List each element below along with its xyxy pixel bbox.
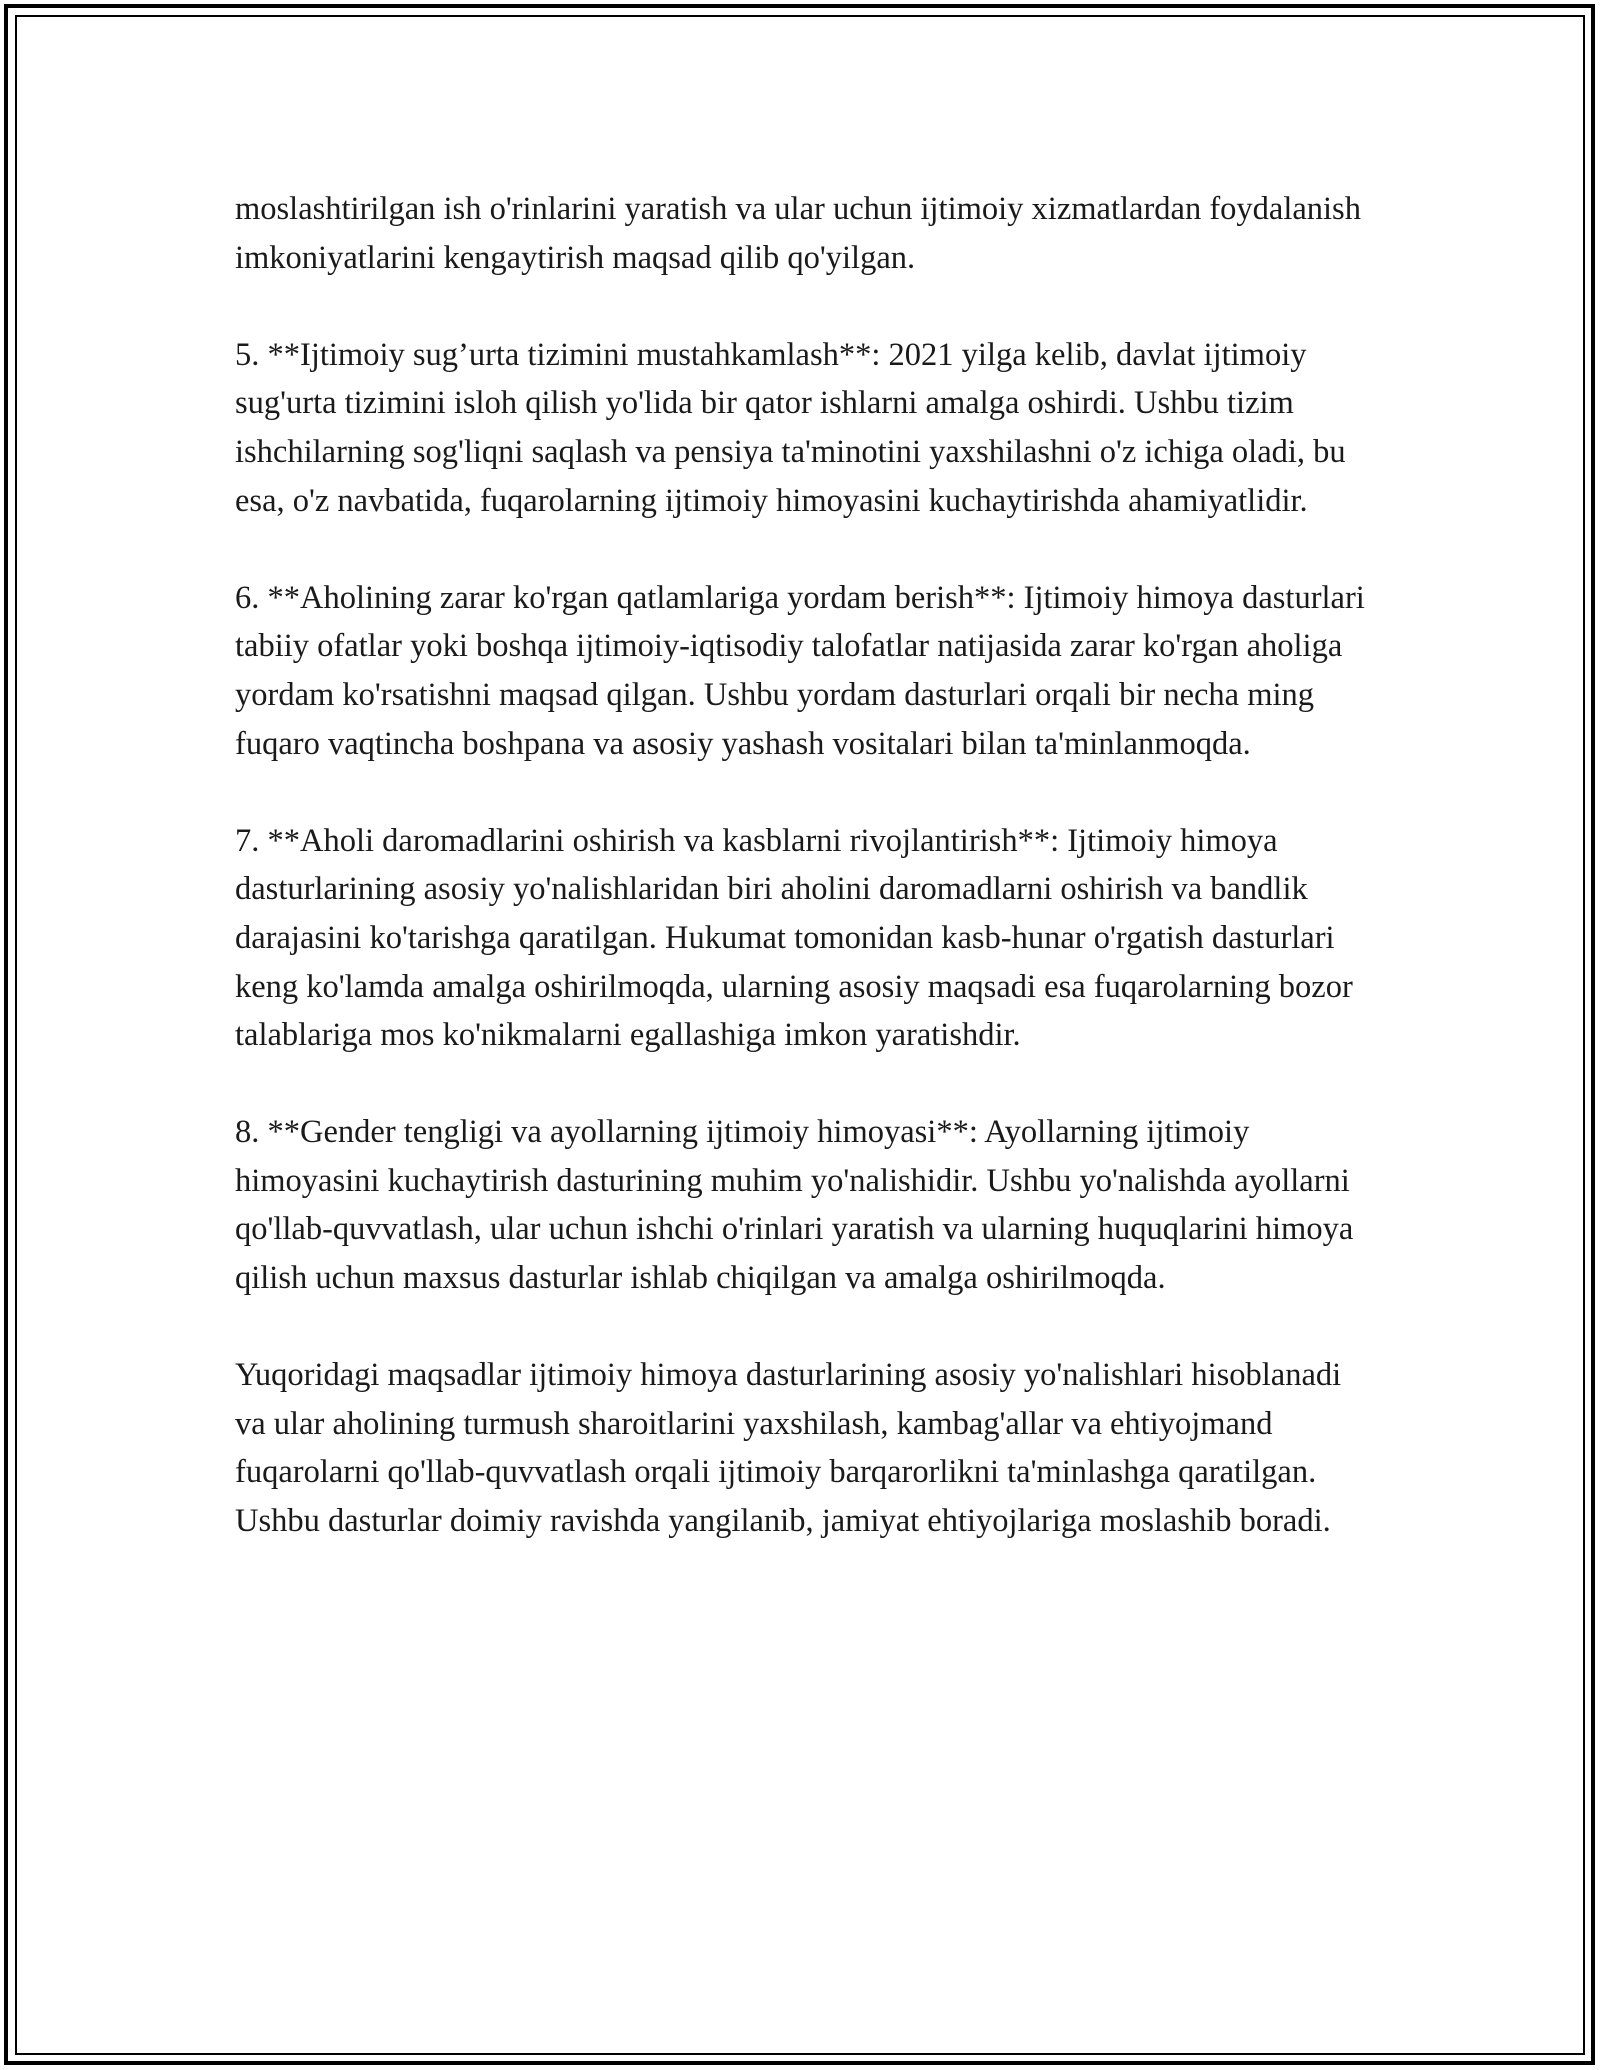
paragraph-item-6: 6. **Aholining zarar ko'rgan qatlamlariga yordam berish**: Ijtimoiy himoya dasturlari tabiiy ofatlar yoki boshqa ijtimoiy-iqtisodiy talofatlar natijasida zarar ko'rgan aholiga yordam ko'rsatishni maqsad qilgan. Ushbu yordam dasturlari orqali bir necha ming fuqaro vaqtincha boshpana va asosiy yashash vositalari bilan ta'minlanmoqda.: [235, 579, 1365, 762]
paragraph-conclusion: Yuqoridagi maqsadlar ijtimoiy himoya dasturlarining asosiy yo'nalishlari hisoblanadi va ular aholining turmush sharoitlarini yaxshilash, kambag'allar va ehtiyojmand fuqarolarni qo'llab-quvvatlash orqali ijtimoiy barqarorlikni ta'minlashga qaratilgan. Ushbu dasturlar doimiy ravishda yangilanib, jamiyat ehtiyojlariga moslashib boradi.: [235, 1357, 1342, 1540]
paragraph-item-5: 5. **Ijtimoiy sug’urta tizimini mustahkamlash**: 2021 yilga kelib, davlat ijtimoiy sug'urta tizimini isloh qilish yo'lida bir qator ishlarni amalga oshirdi. Ushbu tizim ishchilarning sog'liqni saqlash va pensiya ta'minotini yaxshilashni o'z ichiga oladi, bu esa, o'z navbatida, fuqarolarning ijtimoiy himoyasini kuchaytirishda ahamiyatlidir.: [235, 336, 1346, 519]
paragraph-item-8: 8. **Gender tengligi va ayollarning ijtimoiy himoyasi**: Ayollarning ijtimoiy himoyasini kuchaytirish dasturining muhim yo'nalishidir. Ushbu yo'nalishda ayollarni qo'llab-quvvatlash, ular uchun ishchi o'rinlari yaratish va ularning huquqlarini himoya qilish uchun maxsus dasturlar ishlab chiqilgan va amalga oshirilmoqda.: [235, 1114, 1354, 1297]
paragraph-continuation: moslashtirilgan ish o'rinlarini yaratish va ular uchun ijtimoiy xizmatlardan foydalanish imkoniyatlarini kengaytirish maqsad qilib qo'yilgan.: [235, 191, 1361, 276]
paragraph-item-7: 7. **Aholi daromadlarini oshirish va kasblarni rivojlantirish**: Ijtimoiy himoya dasturlarining asosiy yo'nalishlaridan biri aholini daromadlarni oshirish va bandlik darajasini ko'tarishga qaratilgan. Hukumat tomonidan kasb-hunar o'rgatish dasturlari keng ko'lamda amalga oshirilmoqda, ularning asosiy maqsadi esa fuqarolarning bozor talablariga mos ko'nikmalarni egallashiga imkon yaratishdir.: [235, 822, 1353, 1054]
document-body: [235, 185, 1375, 1546]
